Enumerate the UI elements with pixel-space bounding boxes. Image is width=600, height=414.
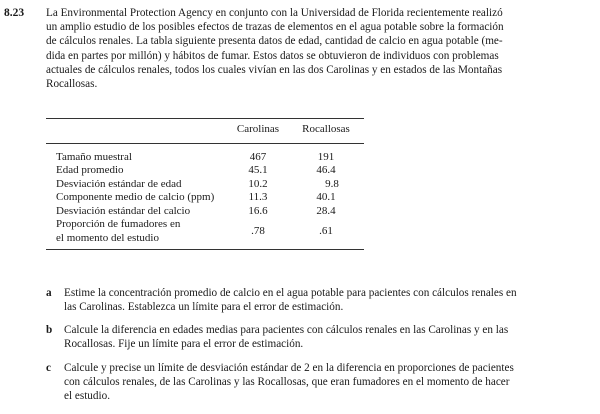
- cell-rocallosas: 40.1: [316, 191, 336, 203]
- table-row: [46, 205, 364, 219]
- intro-line: actuales de cálculos renales, todos los cuales vivían en las dos Carolinas y en estados de las Montañas: [46, 63, 503, 76]
- row-label: Desviación estándar de edad: [56, 177, 182, 190]
- intro-line: un amplio estudio de los posibles efectos de trazas de elementos en el agua potable sobre la formación: [46, 21, 504, 34]
- cell-rocallosas: .61: [288, 218, 364, 250]
- cell-rocallosas: 191: [317, 150, 335, 163]
- problem-number: 8.23: [4, 7, 25, 19]
- row-label: Desviación estándar del calcio: [56, 204, 191, 217]
- cell-carolinas: 45.1: [248, 164, 268, 176]
- question-line: Calcule la diferencia en edades medias para pacientes con cálculos renales en las Carolinas y en las: [64, 324, 509, 336]
- question-text: [64, 323, 586, 351]
- row-label: [46, 218, 228, 250]
- question-b: [46, 323, 586, 351]
- cell-carolinas: .78: [228, 218, 288, 250]
- data-table: [46, 118, 364, 250]
- intro-line: La Environmental Protection Agency en conjunto con la Universidad de Florida recientemente realizó: [46, 7, 503, 19]
- question-a: [46, 286, 586, 314]
- question-c: [46, 361, 586, 404]
- cell-rocallosas: 46.4: [316, 164, 336, 176]
- row-label: Componente medio de calcio (ppm): [56, 191, 215, 203]
- row-label: Edad promedio: [56, 164, 124, 176]
- table-row: [46, 164, 364, 178]
- question-line: el estudio.: [64, 390, 110, 403]
- intro-line: de cálculos renales. La tabla siguiente presenta datos de edad, cantidad de calcio en agua potable (me-: [46, 35, 503, 48]
- cell-carolinas: 11.3: [248, 191, 268, 203]
- cell-rocallosas: 9.8: [325, 177, 339, 190]
- question-letter: a: [46, 287, 52, 299]
- table-row: [46, 143, 364, 164]
- header-rocallosas: Rocallosas: [288, 119, 364, 144]
- cell-carolinas: 16.6: [248, 204, 268, 217]
- question-line: Estime la concentración promedio de calcio en el agua potable para pacientes con cálculos renales en: [64, 287, 517, 299]
- cell-carolinas: 467: [249, 150, 267, 163]
- question-letter: b: [46, 324, 53, 336]
- table-row: [46, 191, 364, 205]
- question-line: Calcule y precise un límite de desviación estándar de 2 en la diferencia en proporciones de pacientes: [64, 362, 514, 374]
- question-text: [64, 286, 586, 314]
- cell-carolinas: 10.2: [248, 177, 268, 190]
- intro-line: Rocallosas.: [46, 78, 98, 91]
- table-row: [46, 178, 364, 192]
- row-label: Tamaño muestral: [56, 150, 132, 163]
- header-blank: [46, 119, 228, 144]
- row-label-line: Proporción de fumadores en: [56, 218, 181, 230]
- question-line: con cálculos renales, de las Carolinas y las Rocallosas, que eran fumadores en el momento de hacer: [64, 376, 510, 389]
- cell-rocallosas: 28.4: [316, 204, 336, 217]
- problem-intro: [46, 6, 584, 91]
- intro-line: dida en partes por millón) y hábitos de fumar. Estos datos se obtuvieron de individuos con problemas: [46, 49, 499, 62]
- table-row: [46, 218, 364, 250]
- question-line: las Carolinas. Establezca un límite para el error de estimación.: [64, 301, 344, 314]
- row-label-line: el momento del estudio: [56, 231, 159, 244]
- header-carolinas: Carolinas: [228, 119, 288, 144]
- table-header-row: [46, 119, 364, 144]
- question-line: Rocallosas. Fije un límite para el error de estimación.: [64, 338, 304, 351]
- question-letter: c: [46, 362, 51, 374]
- question-text: [64, 361, 586, 404]
